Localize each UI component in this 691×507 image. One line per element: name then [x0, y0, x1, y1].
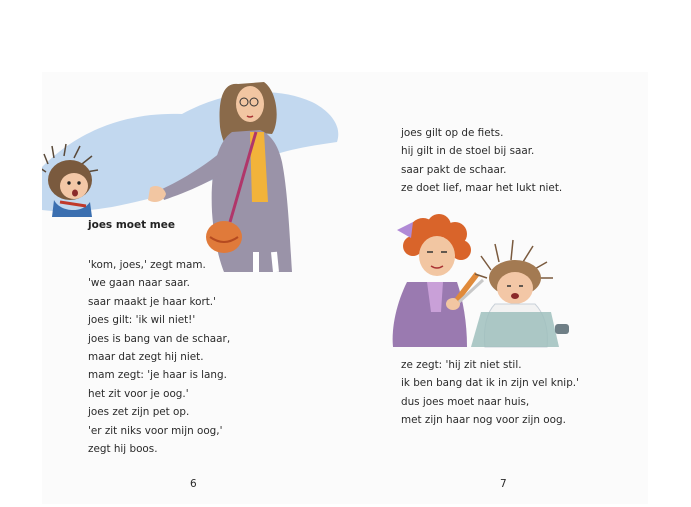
- text-line: ik ben bang dat ik in zijn vel knip.': [401, 377, 579, 390]
- text-line: hij gilt in de stoel bij saar.: [401, 145, 535, 158]
- page-number-right: 7: [500, 478, 507, 490]
- illustration-saar-cutting-hair: [383, 212, 603, 352]
- text-line: zegt hij boos.: [88, 443, 158, 456]
- text-line: joes gilt op de fiets.: [401, 127, 504, 139]
- text-line: ze doet lief, maar het lukt niet.: [401, 182, 563, 195]
- left-page: [42, 72, 345, 504]
- text-line: het zit voor je oog.': [88, 387, 189, 400]
- right-page-text-top: [401, 124, 562, 198]
- text-line: joes is bang van de schaar,: [88, 332, 231, 345]
- text-line: 'kom, joes,' zegt mam.: [88, 259, 206, 271]
- text-line: saar maakt je haar kort.': [88, 295, 216, 308]
- page-number-left: 6: [190, 478, 197, 490]
- text-line: ze zegt: 'hij zit niet stil.: [401, 359, 522, 371]
- joes-in-chair-figure: [471, 240, 569, 347]
- story-title: joes moet mee: [88, 219, 175, 231]
- right-page-text-bottom: [401, 356, 579, 430]
- illustration-joes-and-mam: [42, 72, 342, 272]
- text-line: 'er zit niks voor mijn oog,': [88, 424, 223, 437]
- text-line: dus joes moet naar huis,: [401, 395, 530, 408]
- text-line: saar pakt de schaar.: [401, 163, 507, 176]
- text-line: 'we gaan naar saar.: [88, 277, 190, 290]
- right-page: [345, 72, 648, 504]
- text-line: joes gilt: 'ik wil niet!': [88, 314, 196, 327]
- text-line: met zijn haar nog voor zijn oog.: [401, 414, 566, 427]
- book-spread: [42, 72, 648, 504]
- left-page-text: [88, 256, 230, 458]
- saar-figure: [393, 214, 483, 347]
- text-line: mam zegt: 'je haar is lang.: [88, 369, 227, 382]
- text-line: joes zet zijn pet op.: [88, 406, 190, 419]
- text-line: maar dat zegt hij niet.: [88, 351, 204, 364]
